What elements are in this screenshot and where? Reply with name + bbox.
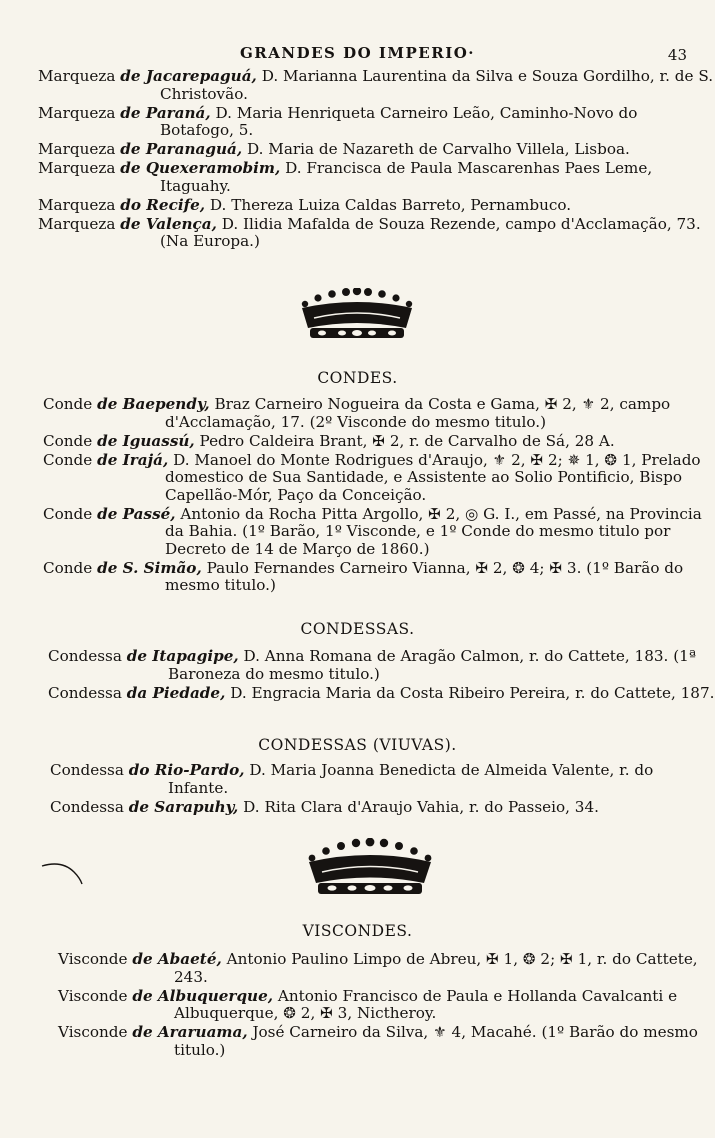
viscondes-list — [0, 951, 715, 1061]
list-item: Visconde de Araruama, José Carneiro da Silva, ⚜ 4, Macahé. (1º Barão do mesmo titulo.) — [58, 1023, 698, 1059]
section-title-condessas: CONDESSAS. — [300, 620, 415, 638]
pencil-mark-icon — [40, 858, 84, 890]
list-item: Conde de Passé, Antonio da Rocha Pitta Argollo, ✠ 2, ◎ G. I., em Passé, na Provincia da Bahia. (1º Barão, 1º Visconde, e 1º Conde do mesmo titulo por Decreto de 14 de Março de 1860.) — [43, 504, 702, 558]
list-item: Marqueza de Valença, D. Ilidia Mafalda de Souza Rezende, campo d'Acclamação, 73. (Na Europa.) — [38, 214, 701, 250]
list-item: Marqueza do Recife, D. Thereza Luiza Caldas Barreto, Pernambuco. — [38, 195, 572, 214]
condes-list — [0, 396, 715, 596]
list-item: Condessa de Itapagipe, D. Anna Romana de Aragão Calmon, r. do Cattete, 183. (1ª Baroneza do mesmo titulo.) — [48, 647, 697, 683]
viscondes-section — [0, 922, 715, 940]
list-item: Conde de Iguassú, Pedro Caldeira Brant, ✠ 2, r. de Carvalho de Sá, 28 A. — [43, 431, 615, 450]
condessas-viuvas-section — [0, 736, 715, 754]
list-item: Marqueza de Paraná, D. Maria Henriqueta Carneiro Leão, Caminho-Novo do Botafogo, 5. — [38, 103, 638, 139]
list-item: Conde de Baependy, Braz Carneiro Nogueira da Costa e Gama, ✠ 2, ⚜ 2, campo d'Acclamação, 17. (2º Visconde do mesmo titulo.) — [43, 395, 671, 431]
list-item: Conde de S. Simão, Paulo Fernandes Carneiro Vianna, ✠ 2, ❂ 4; ✠ 3. (1º Barão do mesmo titulo.) — [43, 558, 684, 594]
crown-ornament-icon — [300, 838, 440, 900]
list-item: Visconde de Abaeté, Antonio Paulino Limpo de Abreu, ✠ 1, ❂ 2; ✠ 1, r. do Cattete, 243. — [58, 950, 698, 986]
condes-section — [0, 369, 715, 387]
list-item: Conde de Irajá, D. Manoel do Monte Rodrigues d'Araujo, ⚜ 2, ✠ 2; ✵ 1, ❂ 1, Prelado domestico de Sua Santidade, e Assistente ao Solio Pontificio, Bispo Capellão-Mór, Paço da Conceição. — [43, 450, 701, 504]
crown-ornament-icon — [292, 288, 422, 344]
section-title-condessas-viuvas: CONDESSAS (VIUVAS). — [258, 736, 457, 754]
list-item: Marqueza de Quexeramobim, D. Francisca de Paula Mascarenhas Paes Leme, Itaguahy. — [38, 159, 653, 195]
running-title: GRANDES DO IMPERIO· — [239, 44, 476, 62]
condessas-section — [0, 620, 715, 638]
list-item: Condessa de Sarapuhy, D. Rita Clara d'Araujo Vahia, r. do Passeio, 34. — [50, 797, 599, 816]
condessas-list — [0, 648, 715, 704]
list-item: Marqueza de Paranaguá, D. Maria de Nazareth de Carvalho Villela, Lisboa. — [38, 140, 630, 158]
page-number: 43 — [667, 46, 687, 64]
condessas-viuvas-list — [0, 762, 715, 818]
section-title-viscondes: VISCONDES. — [302, 922, 413, 940]
list-item: Visconde de Albuquerque, Antonio Francisco de Paula e Hollanda Cavalcanti e Albuquerque, ❂ 2, ✠ 3, Nictheroy. — [58, 986, 678, 1022]
marquezas-list — [0, 68, 715, 252]
section-title-condes: CONDES. — [317, 369, 398, 387]
list-item: Marqueza de Jacarepaguá, D. Marianna Laurentina da Silva e Souza Gordilho, r. de S. Christovão. — [38, 67, 714, 103]
list-item: Condessa da Piedade, D. Engracia Maria da Costa Ribeiro Pereira, r. do Cattete, 187. — [48, 683, 715, 702]
list-item: Condessa do Rio-Pardo, D. Maria Joanna Benedicta de Almeida Valente, r. do Infante. — [50, 761, 654, 797]
